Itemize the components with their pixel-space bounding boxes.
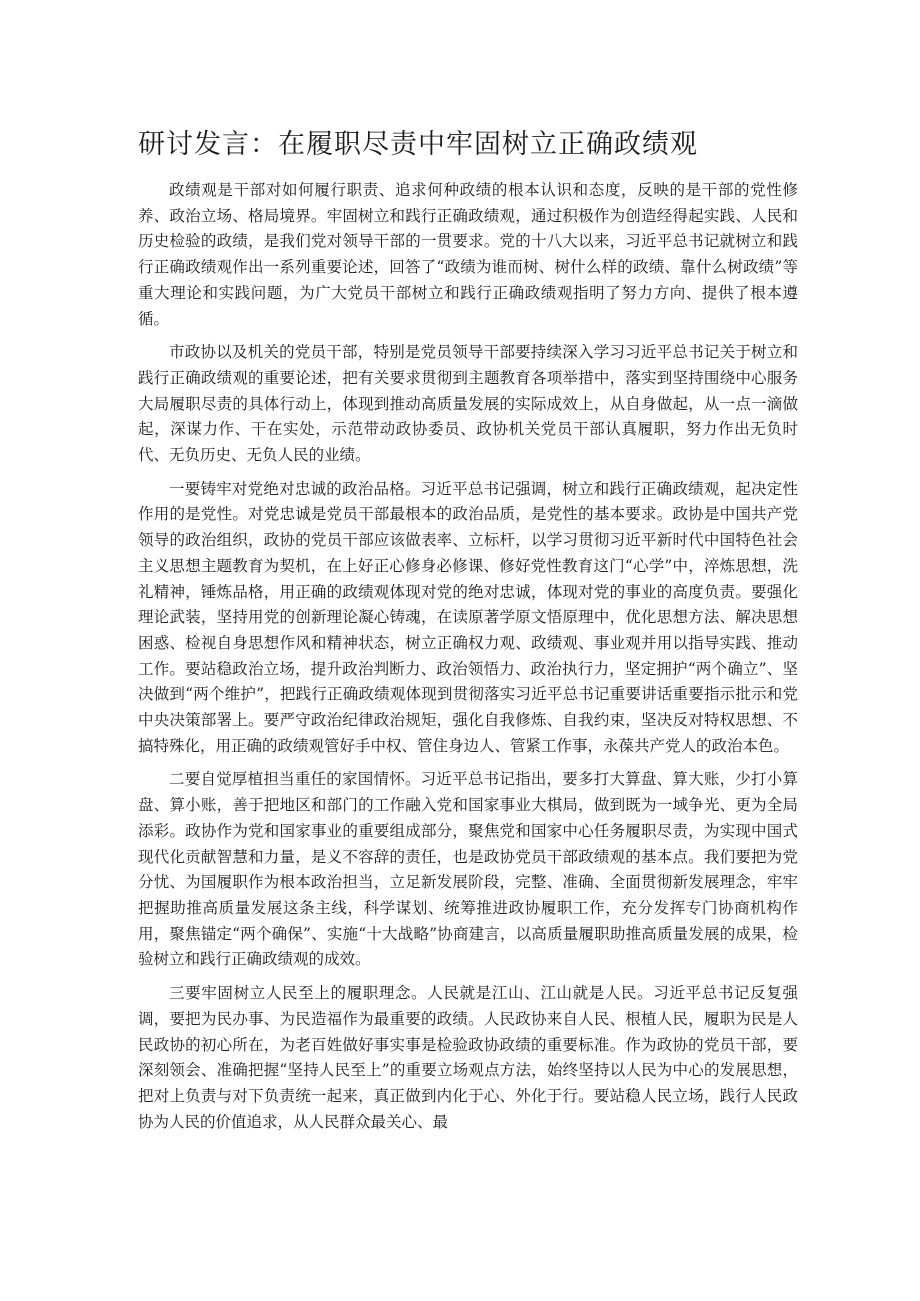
paragraph-requirements: 市政协以及机关的党员干部，特别是党员领导干部要持续深入学习习近平总书记关于树立和践行正确政绩观的重要论述，把有关要求贯彻到主题教育各项举措中，落实到坚持围绕中心服务大局履职尽责的具体行动上，体现到推动高质量发展的实际成效上，从自身做起，从一点一滴做起，深谋力作、干在实处，示范带动政协委员、政协机关党员干部认真履职，努力作出无负时代、无负历史、无负人民的业绩。 <box>138 343 798 465</box>
paragraph-point-three: 三要牢固树立人民至上的履职理念。人民就是江山、江山就是人民。习近平总书记反复强调，要把为民办事、为民造福作为最重要的政绩。人民政协来自人民、根植人民，履职为民是人民政协的初心所在，为老百姓做好事实事是检验政协政绩的重要标准。作为政协的党员干部，要深刻领会、准确把握“坚持人民至上”的重要立场观点方法，始终坚持以人民为中心的发展思想，把对上负责与对下负责统一起来，真正做到内化于心、外化于行。要站稳人民立场，践行人民政协为人民的价值追求，从人民群众最关心、最 <box>138 984 798 1131</box>
document-body <box>138 178 798 1143</box>
paragraph-point-two: 二要自觉厚植担当重任的家国情怀。习近平总书记指出，要多打大算盘、算大账，少打小算盘、算小账，善于把地区和部门的工作融入党和国家事业大棋局，做到既为一域争光、更为全局添彩。政协作为党和国家事业的重要组成部分，聚焦党和国家中心任务履职尽责，为实现中国式现代化贡献智慧和力量，是义不容辞的责任，也是政协党员干部政绩观的基本点。我们要把为党分忧、为国履职作为根本政治担当，立足新发展阶段，完整、准确、全面贯彻新发展理念，牢牢把握助推高质量发展这条主线，科学谋划、统筹推进政协履职工作，充分发挥专门协商机构作用，聚焦锚定“两个确保”、实施“十大战略”协商建言，以高质量履职助推高质量发展的成果，检验树立和践行正确政绩观的成效。 <box>138 770 798 969</box>
paragraph-intro: 政绩观是干部对如何履行职责、追求何种政绩的根本认识和态度，反映的是干部的党性修养、政治立场、格局境界。牢固树立和践行正确政绩观，通过积极作为创造经得起实践、人民和历史检验的政绩，是我们党对领导干部的一贯要求。党的十八大以来，习近平总书记就树立和践行正确政绩观作出一系列重要论述，回答了“政绩为谁而树、树什么样的政绩、靠什么树政绩”等重大理论和实践问题，为广大党员干部树立和践行正确政绩观指明了努力方向、提供了根本遵循。 <box>138 181 798 328</box>
paragraph-point-one: 一要铸牢对党绝对忠诚的政治品格。习近平总书记强调，树立和践行正确政绩观，起决定性作用的是党性。对党忠诚是党员干部最根本的政治品质，是党性的基本要求。政协是中国共产党领导的政治组织，政协的党员干部应该做表率、立标杆，以学习贯彻习近平新时代中国特色社会主义思想主题教育为契机，在上好正心修身必修课、修好党性教育这门“心学”中，淬炼思想，洗礼精神，锤炼品格，用正确的政绩观体现对党的绝对忠诚，体现对党的事业的高度负责。要强化理论武装，坚持用党的创新理论凝心铸魂，在读原著学原文悟原理中，优化思想方法、解决思想困惑、检视自身思想作风和精神状态，树立正确权力观、政绩观、事业观并用以指导实践、推动工作。要站稳政治立场，提升政治判断力、政治领悟力、政治执行力，坚定拥护“两个确立”、坚决做到“两个维护”，把践行正确政绩观体现到贯彻落实习近平总书记重要讲话重要指示批示和党中央决策部署上。要严守政治纪律政治规矩，强化自我修炼、自我约束，坚决反对特权思想、不搞特殊化，用正确的政绩观管好手中权、管住身边人、管紧工作事，永葆共产党人的政治本色。 <box>138 479 798 755</box>
document-title: 研讨发言：在履职尽责中牢固树立正确政绩观 <box>138 129 698 160</box>
